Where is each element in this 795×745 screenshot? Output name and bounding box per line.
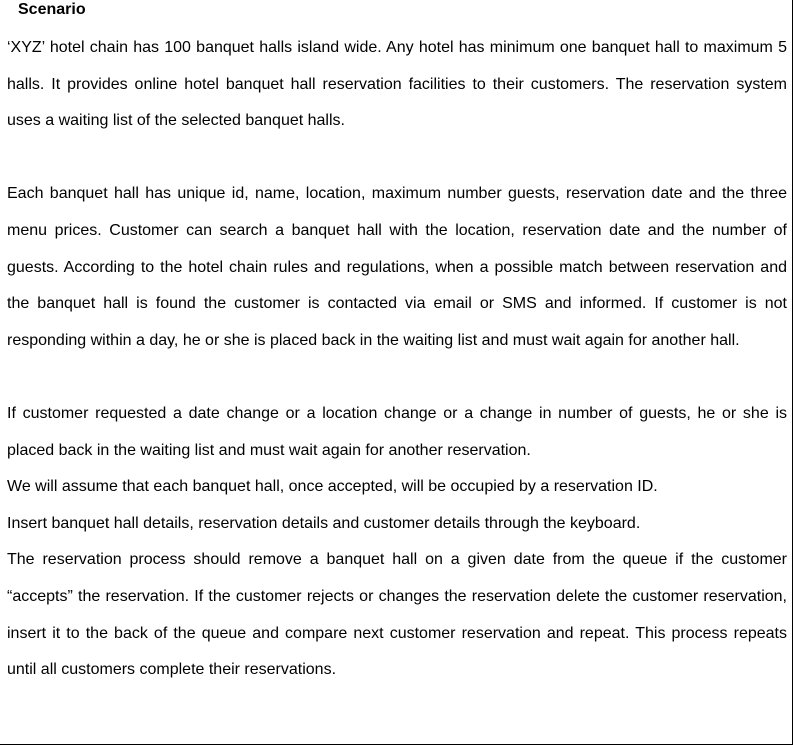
document-body (7, 30, 787, 689)
paragraph-change-request: If customer requested a date change or a location change or a change in number of guests, he or she is placed back in the waiting list and must wait again for another reservation. (7, 404, 787, 459)
section-heading: Scenario (18, 1, 86, 18)
paragraph-spacer (7, 140, 787, 177)
paragraph-intro: ‘XYZ’ hotel chain has 100 banquet halls island wide. Any hotel has minimum one banquet hall to maximum 5 halls. It provides online hotel banquet hall reservation facilities to their customers. The reservation system uses a waiting list of the selected banquet halls. (7, 39, 787, 130)
paragraph-assumption: We will assume that each banquet hall, once accepted, will be occupied by a reservation ID. (7, 478, 658, 496)
paragraph-input: Insert banquet hall details, reservation details and customer details through the keyboard. (7, 514, 641, 532)
paragraph-spacer (7, 359, 787, 396)
paragraph-process: The reservation process should remove a banquet hall on a given date from the queue if the customer “accepts” the reservation. If the customer rejects or changes the reservation delete the customer reservation, insert it to the back of the queue and compare next customer reservation and repeat. This process repeats until all customers complete their reservations. (7, 551, 787, 679)
paragraph-hall-details: Each banquet hall has unique id, name, location, maximum number guests, reservation date and the three menu prices. Customer can search a banquet hall with the location, reservation date and the number of guests. According to the hotel chain rules and regulations, when a possible match between reservation and the banquet hall is found the customer is contacted via email or SMS and informed. If customer is not responding within a day, he or she is placed back in the waiting list and must wait again for another hall. (7, 185, 787, 349)
